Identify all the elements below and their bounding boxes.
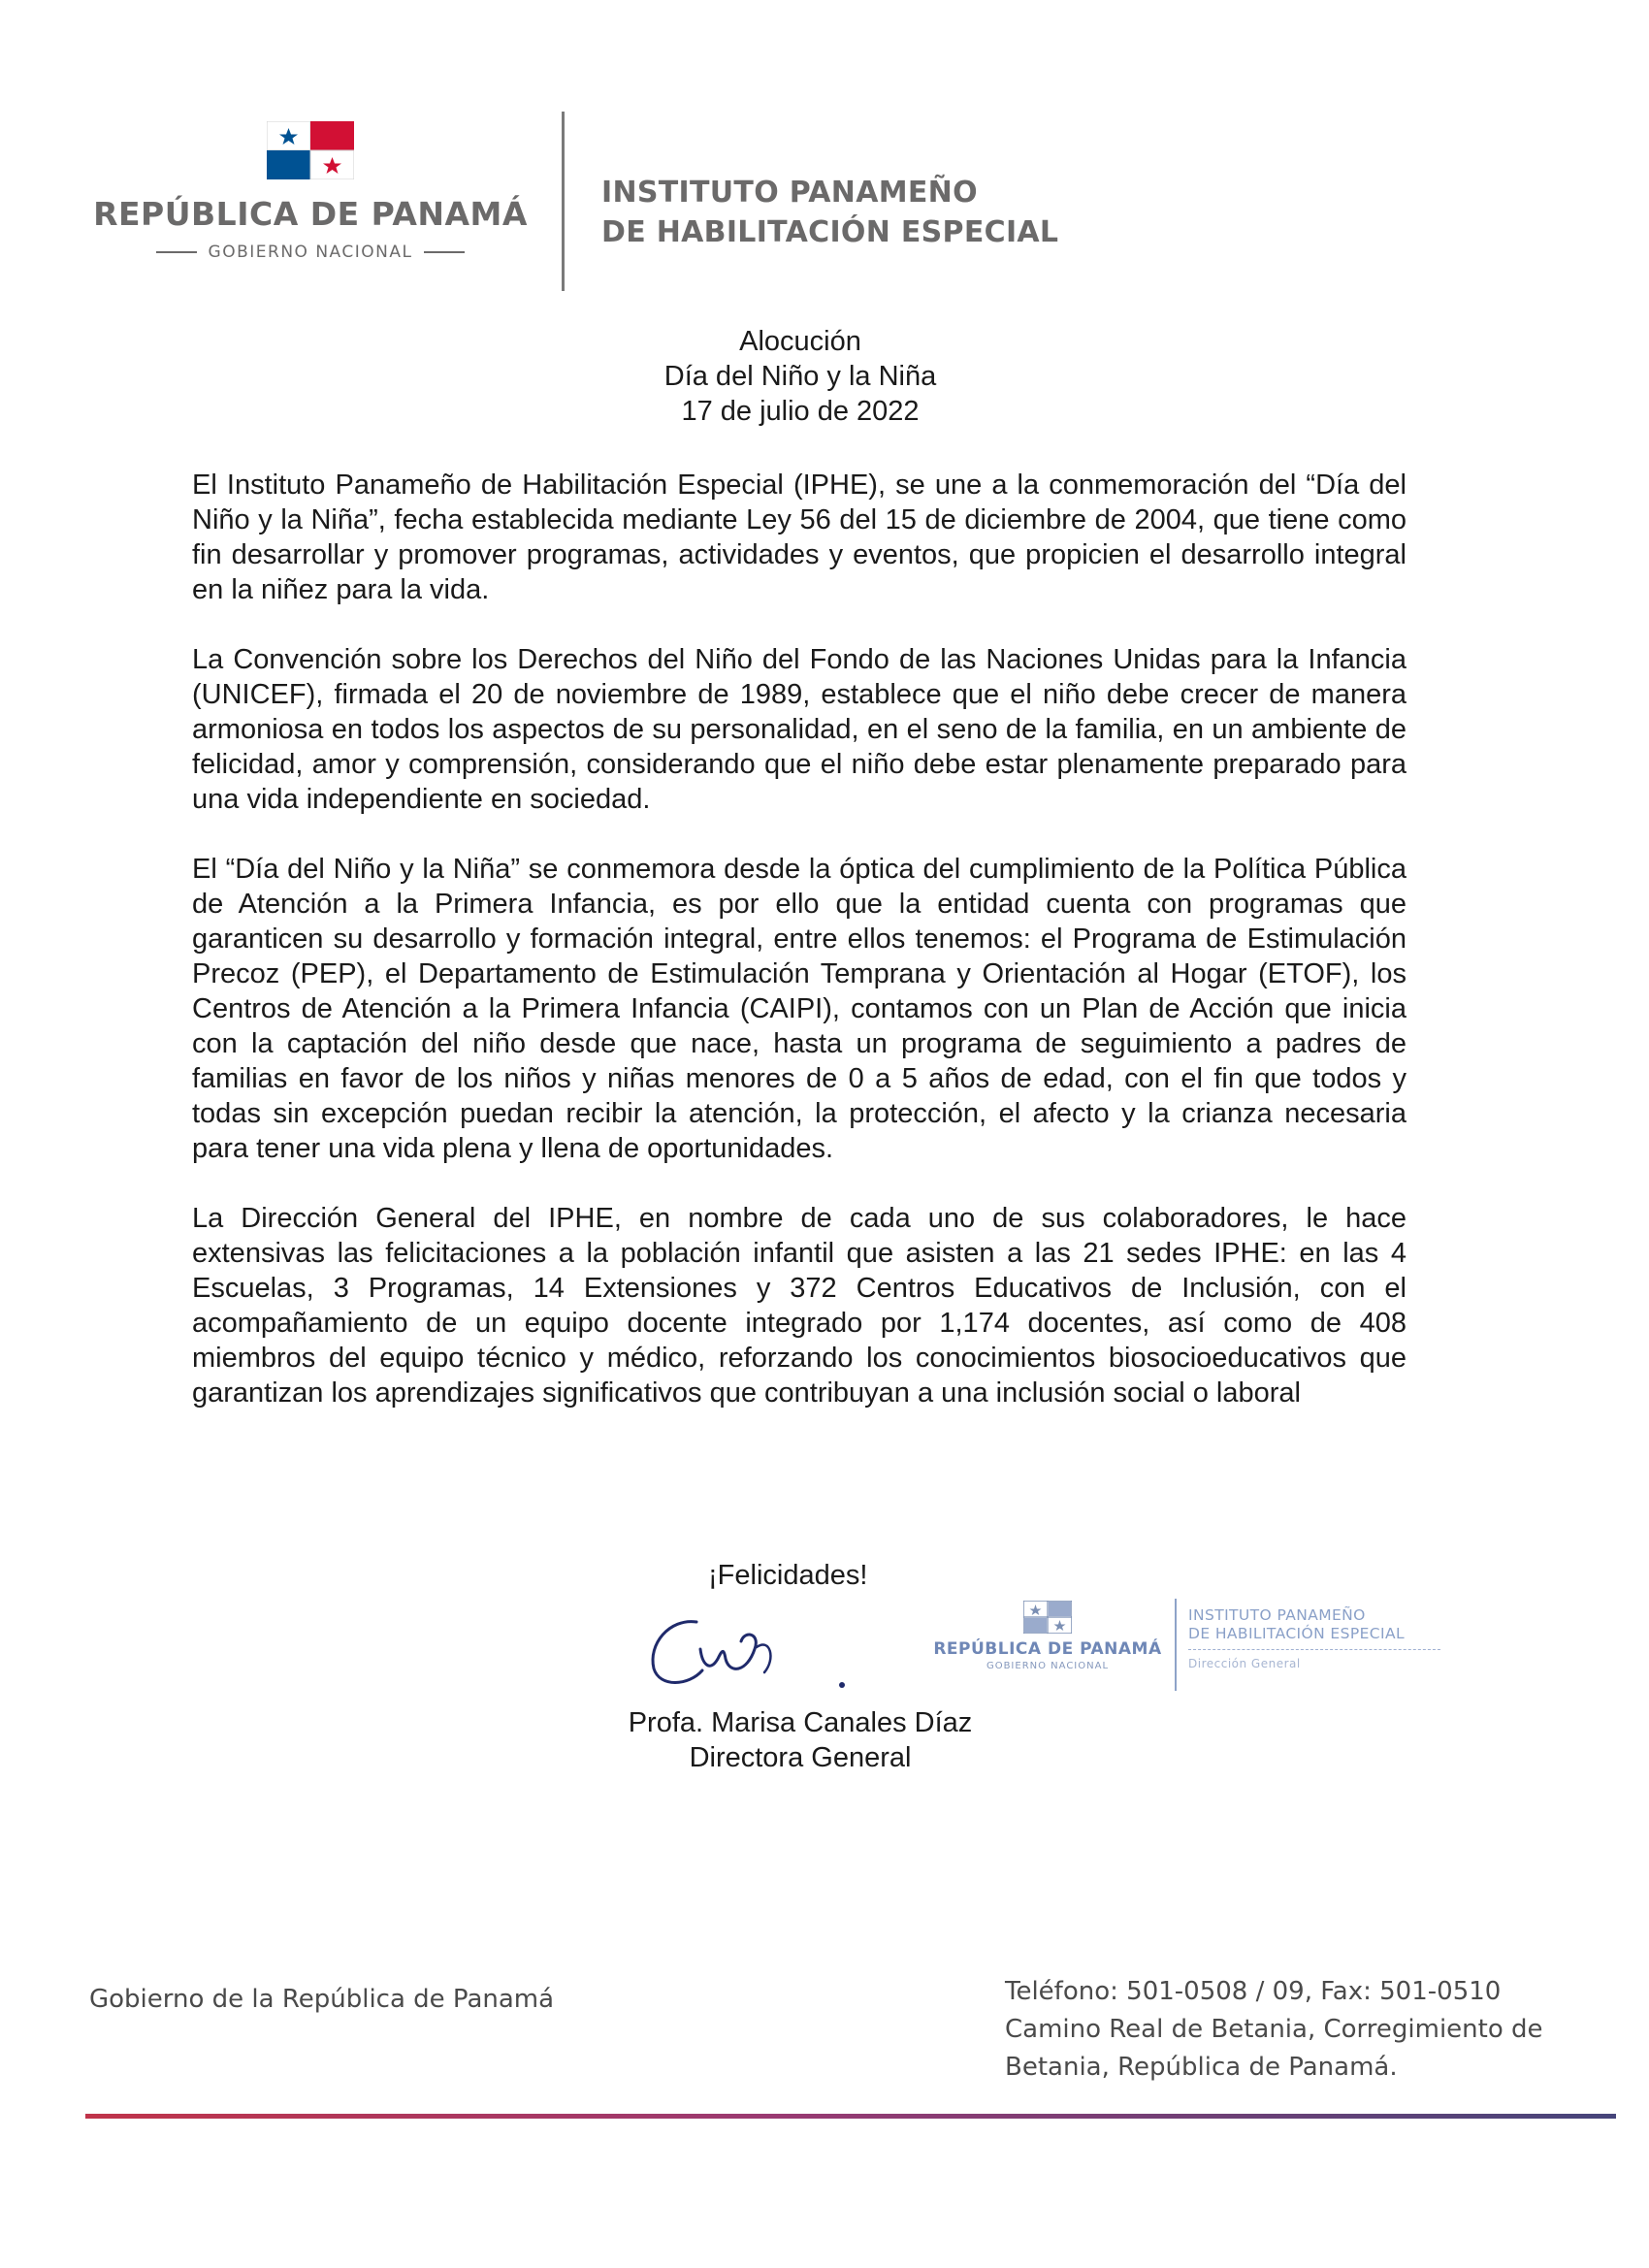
government-text: GOBIERNO NACIONAL xyxy=(208,243,413,262)
stamp-republic-name: REPÚBLICA DE PANAMÁ xyxy=(933,1639,1162,1659)
header-divider xyxy=(562,112,565,291)
handwritten-signature xyxy=(640,1591,863,1717)
dash-left xyxy=(156,251,197,253)
panama-flag-icon xyxy=(267,121,354,179)
signer-position: Directora General xyxy=(689,1742,912,1773)
title-line-1: Alocución xyxy=(739,326,861,357)
footer-contact xyxy=(1005,1973,1543,2087)
dash-right xyxy=(424,251,465,253)
institution-stamp xyxy=(926,1591,1450,1698)
government-label xyxy=(87,243,534,262)
footer-government: Gobierno de la República de Panamá xyxy=(89,1985,555,2014)
closing-text: ¡Felicidades! xyxy=(708,1560,868,1591)
stamp-institute-line-1: INSTITUTO PANAMEÑO xyxy=(1188,1606,1366,1624)
stamp-government-label: GOBIERNO NACIONAL xyxy=(986,1661,1110,1671)
paragraph-4: La Dirección General del IPHE, en nombre de cada uno de sus colaboradores, le hace extensivas las felicitaciones a la población infantil que asisten a las 21 sedes IPHE: en las 4 Escuelas, 3 Programas, 14 Extensiones y 372 Centros Educativos de Inclusión, con el acompañamiento de un equipo docente integrado por 1,174 docentes, así como de 408 miembros del equipo técnico y médico, reforzando los conocimientos biosocioeducativos que garantizan los aprendizajes significativos que contribuyan a una inclusión social o laboral xyxy=(192,1203,1406,1409)
signer-name: Profa. Marisa Canales Díaz xyxy=(628,1707,973,1738)
stamp-office: Dirección General xyxy=(1188,1657,1301,1670)
footer-phone: Teléfono: 501-0508 / 09, Fax: 501-0510 xyxy=(1005,1977,1502,2006)
government-logo xyxy=(87,121,534,262)
stamp-institute-line-2: DE HABILITACIÓN ESPECIAL xyxy=(1188,1625,1406,1642)
stamp-government-logo xyxy=(926,1591,1169,1671)
title-line-3: 17 de julio de 2022 xyxy=(681,396,920,427)
republic-name: REPÚBLICA DE PANAMÁ xyxy=(93,195,528,233)
footer-address-2: Betania, República de Panamá. xyxy=(1005,2053,1398,2082)
footer-address-1: Camino Real de Betania, Corregimiento de xyxy=(1005,2015,1543,2044)
stamp-institute xyxy=(1188,1606,1450,1670)
stamp-rule xyxy=(1188,1649,1440,1650)
document-body xyxy=(192,468,1406,1445)
institute-line-2: DE HABILITACIÓN ESPECIAL xyxy=(601,215,1059,249)
signer-block xyxy=(485,1705,1116,1775)
paragraph-1: El Instituto Panameño de Habilitación Especial (IPHE), se une a la conmemoración del “Día del Niño y la Niña”, fecha establecida mediante Ley 56 del 15 de diciembre de 2004, que tiene como fin desarrollar y promover programas, actividades y eventos, que propicien el desarrollo integral en la niñez para la vida. xyxy=(192,470,1406,605)
stamp-divider xyxy=(1175,1599,1177,1691)
institute-line-1: INSTITUTO PANAMEÑO xyxy=(601,176,978,210)
document-title xyxy=(0,324,1600,429)
institute-name xyxy=(601,173,1058,252)
stamp-flag-icon xyxy=(1023,1601,1072,1634)
paragraph-2: La Convención sobre los Derechos del Niño del Fondo de las Naciones Unidas para la Infancia (UNICEF), firmada el 20 de noviembre de 1989, establece que el niño debe crecer de manera armoniosa en todos los aspectos de su personalidad, en el seno de la familia, en un ambiente de felicidad, amor y comprensión, considerando que el niño debe estar plenamente preparado para una vida independiente en sociedad. xyxy=(192,644,1406,815)
paragraph-3: El “Día del Niño y la Niña” se conmemora desde la óptica del cumplimiento de la Política Pública de Atención a la Primera Infancia, es por ello que la entidad cuenta con programas que garanticen su desarrollo y formación integral, entre ellos tenemos: el Programa de Estimulación Precoz (PEP), el Departamento de Estimulación Temprana y Orientación al Hogar (ETOF), los Centros de Atención a la Primera Infancia (CAIPI), contamos con un Plan de Acción que inicia con la captación del niño desde que nace, hasta un programa de seguimiento a padres de familias en favor de los niños y niñas menores de 0 a 5 años de edad, con el fin que todos y todas sin excepción puedan recibir la atención, la protección, el afecto y la crianza necesaria para tener una vida plena y llena de oportunidades. xyxy=(192,854,1406,1164)
footer-color-line xyxy=(85,2114,1616,2119)
title-line-2: Día del Niño y la Niña xyxy=(663,361,937,392)
